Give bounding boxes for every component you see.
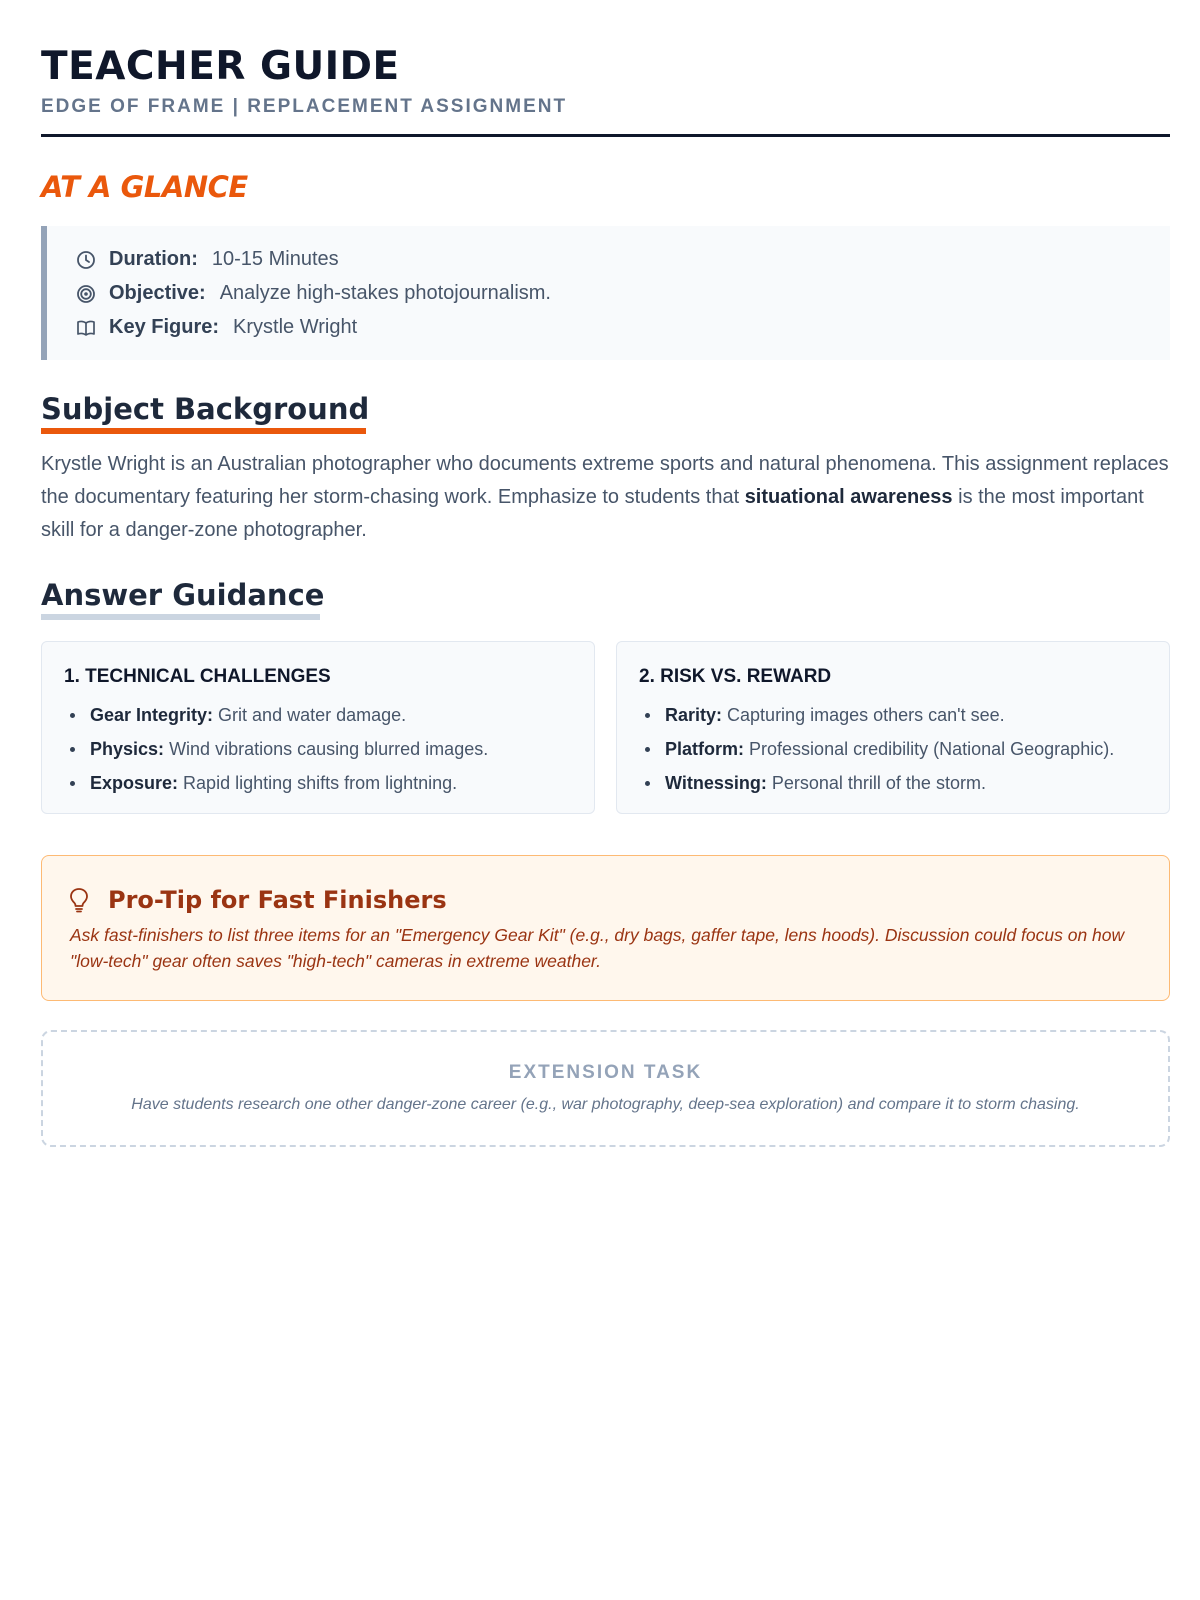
- glance-row-key-figure: [75, 316, 357, 339]
- extension-task-text: Have students research one other danger-zone career (e.g., war photography, deep-sea exploration) and compare it to storm chasing.: [131, 1096, 1080, 1113]
- glance-label: Objective:: [109, 282, 206, 304]
- card-title: 2. RISK VS. REWARD: [639, 666, 832, 687]
- list-item: Rarity: Capturing images others can't see.: [639, 698, 1147, 732]
- header-divider: [41, 134, 1170, 137]
- pro-tip-title: Pro-Tip for Fast Finishers: [108, 886, 447, 914]
- guidance-card-technical: [41, 641, 595, 814]
- emphasis-text: situational awareness: [744, 486, 953, 508]
- subject-background-underline: [41, 428, 366, 434]
- subject-background-text: Krystle Wright is an Australian photographer who documents extreme sports and natural phenomena. This assignment replaces the documentary featuring her storm-chasing work. Emphasize to students that situational awareness is the most important skill for a danger-zone photographer.: [41, 453, 1169, 541]
- page-title: TEACHER GUIDE: [41, 44, 400, 89]
- glance-value: Krystle Wright: [233, 316, 358, 338]
- lightbulb-icon: [68, 887, 94, 913]
- list-item: Platform: Professional credibility (National Geographic).: [639, 732, 1147, 766]
- list-item: Witnessing: Personal thrill of the storm.: [639, 766, 1147, 800]
- extension-task-title: EXTENSION TASK: [508, 1062, 703, 1083]
- answer-guidance-underline: [41, 614, 320, 620]
- subject-background-heading: Subject Background: [41, 392, 370, 426]
- card-title: 1. TECHNICAL CHALLENGES: [64, 666, 331, 687]
- glance-row-duration: [75, 248, 339, 271]
- glance-label: Key Figure:: [109, 316, 220, 338]
- glance-row-objective: [75, 282, 551, 305]
- list-item: Exposure: Rapid lighting shifts from lightning.: [64, 766, 572, 800]
- pro-tip-box: [41, 855, 1170, 1001]
- glance-label: Duration:: [109, 248, 198, 270]
- at-a-glance-box: [41, 226, 1170, 360]
- clock-icon: [75, 249, 97, 271]
- glance-value: Analyze high-stakes photojournalism.: [219, 282, 551, 304]
- book-icon: [75, 317, 97, 339]
- card-list: [64, 698, 572, 800]
- answer-guidance-heading: Answer Guidance: [41, 578, 325, 612]
- pro-tip-text: Ask fast-finishers to list three items for an "Emergency Gear Kit" (e.g., dry bags, gaffer tape, lens hoods). Discussion could focus on how "low-tech" gear often saves "high-tech" cameras in extreme weather.: [70, 925, 1125, 971]
- at-a-glance-heading: AT A GLANCE: [41, 170, 248, 204]
- list-item: Physics: Wind vibrations causing blurred images.: [64, 732, 572, 766]
- card-list: [639, 698, 1147, 800]
- page-subtitle: EDGE OF FRAME | REPLACEMENT ASSIGNMENT: [41, 96, 568, 117]
- guidance-card-risk-reward: [616, 641, 1170, 814]
- glance-value: 10-15 Minutes: [211, 248, 339, 270]
- extension-task-box: [41, 1030, 1170, 1147]
- pro-tip-title-row: [68, 886, 447, 914]
- target-icon: [75, 283, 97, 305]
- list-item: Gear Integrity: Grit and water damage.: [64, 698, 572, 732]
